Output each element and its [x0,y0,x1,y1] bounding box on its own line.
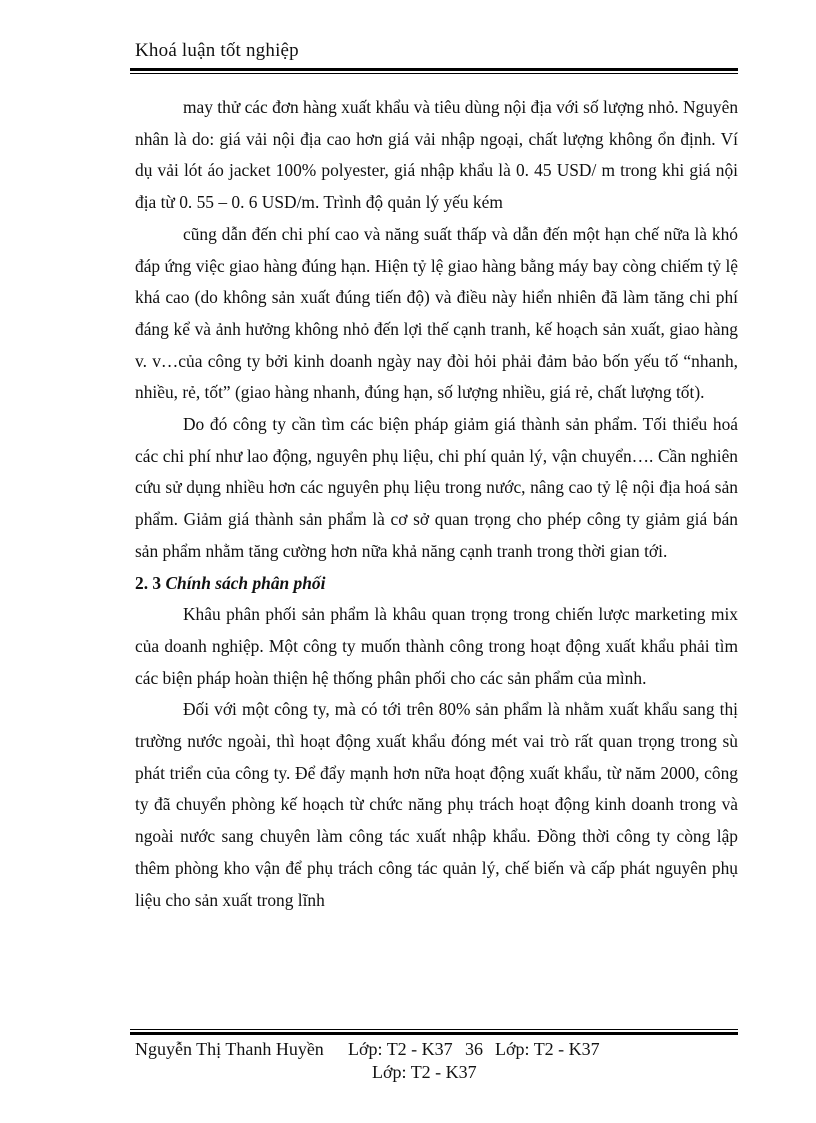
footer-page-number: 36 [465,1039,483,1059]
footer-rule-thick [130,1032,738,1035]
paragraph-5: Đối với một công ty, mà có tới trên 80% sản phẩm là nhằm xuất khẩu sang thị trường nước ngoài, thì hoạt động xuất khẩu đóng mét vai trò rất quan trọng trong sù phát triển của công ty. Để đẩy mạnh hơn nữa hoạt động xuất khẩu, từ năm 2000, công ty đã chuyển phòng kế hoạch từ chức năng phụ trách hoạt động kinh doanh trong và ngoài nước sang chuyên làm công tác xuất nhập khẩu. Đồng thời công ty còng lập thêm phòng kho vận để phụ trách công tác quản lý, chế biến và cấp phát nguyên phụ liệu cho sản xuất trong lĩnh [135,699,738,910]
section-number: 2. 3 [135,572,162,593]
paragraph-2: cũng dẫn đến chi phí cao và năng suất thấp và dẫn đến một hạn chế nữa là khó đáp ứng việc giao hàng đúng hạn. Hiện tỷ lệ giao hàng bằng máy bay còng chiếm tỷ lệ khá cao (do không sản xuất đúng tiến độ) và điều này hiển nhiên đã làm tăng chi phí đáng kể và ảnh hưởng không nhỏ đến lợi thế cạnh tranh, kế hoạch sản xuất, giao hàng v. v…của công ty bởi kinh doanh ngày nay đòi hỏi phải đảm bảo bốn yếu tố “nhanh, nhiều, rẻ, tốt” (giao hàng nhanh, đúng hạn, số lượng nhiều, giá rẻ, chất lượng tốt). [135,223,738,403]
footer-class-label-second-line: Lớp: T2 - K37 [372,1062,477,1082]
page-header-title: Khoá luận tốt nghiệp [135,40,299,61]
paragraph-3: Do đó công ty cần tìm các biện pháp giảm giá thành sản phẩm. Tối thiểu hoá các chi phí như lao động, nguyên phụ liệu, chi phí quản lý, vận chuyển…. Cần nghiên cứu sử dụng nhiều hơn các nguyên phụ liệu trong nước, nâng cao tỷ lệ nội địa hoá sản phẩm. Giảm giá thành sản phẩm là cơ sở quan trọng cho phép công ty giảm giá bán sản phẩm nhằm tăng cường hơn nữa khả năng cạnh tranh trong thời gian tới. [135,414,738,561]
footer-rule-thin [130,1029,738,1030]
header-rule-thick [130,68,738,71]
footer-author: Nguyễn Thị Thanh Huyền [135,1039,324,1059]
paragraph-4: Khâu phân phối sản phẩm là khâu quan trọng trong chiến lược marketing mix của doanh nghiệp. Một công ty muốn thành công trong hoạt động xuất khẩu phải tìm các biện pháp hoàn thiện hệ thống phân phối cho các sản phẩm của mình. [135,604,738,688]
document-body [135,92,738,916]
paragraph-1: may thử các đơn hàng xuất khẩu và tiêu dùng nội địa với số lượng nhỏ. Nguyên nhân là do: giá vải nội địa cao hơn giá vải nhập ngoại, chất lượng không ổn định. Ví dụ vải lót áo jacket 100% polyester, giá nhập khẩu là 0. 45 USD/ m trong khi giá nội địa từ 0. 55 – 0. 6 USD/m. Trình độ quản lý yếu kém [135,97,739,213]
header-rule-thin [130,73,738,74]
footer-class-label: Lớp: T2 - K37 [348,1039,453,1059]
section-heading [135,568,738,600]
section-title: Chính sách phân phối [165,572,326,593]
footer-class-label-repeat: Lớp: T2 - K37 [495,1039,600,1059]
